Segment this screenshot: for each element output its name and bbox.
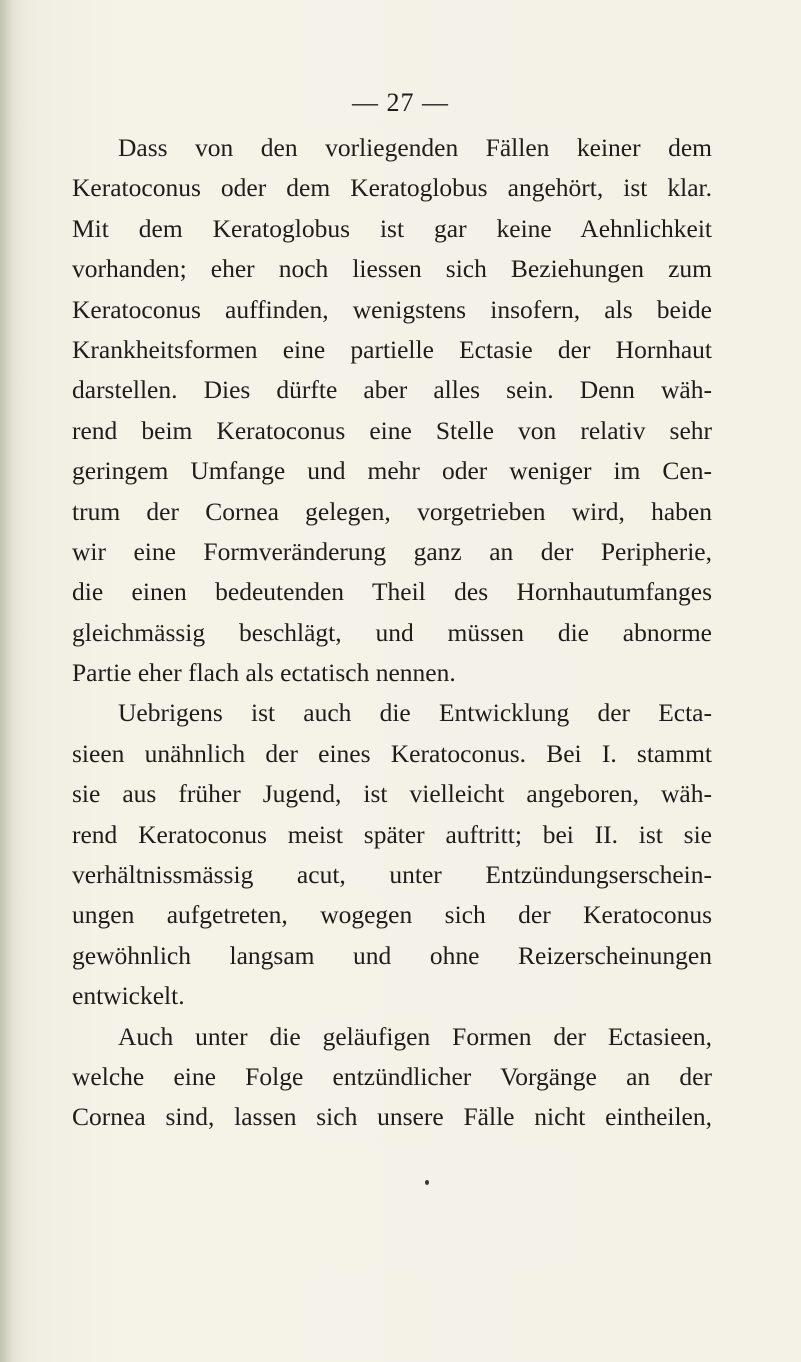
text-line: Keratoconus oder dem Keratoglobus angehört, ist klar.	[72, 173, 712, 203]
body-text	[72, 128, 712, 1138]
text-line: Cornea sind, lassen sich unsere Fälle nicht eintheilen,	[72, 1102, 712, 1132]
text-line: wir eine Formveränderung ganz an der Peripherie,	[72, 536, 712, 566]
text-line: darstellen. Dies dürfte aber alles sein. Denn wäh-	[72, 375, 712, 405]
print-speck	[425, 1180, 429, 1185]
text-line: geringem Umfange und mehr oder weniger im Cen-	[72, 456, 712, 486]
text-line: rend beim Keratoconus eine Stelle von relativ sehr	[72, 415, 712, 445]
text-line: rend Keratoconus meist später auftritt; bei II. ist sie	[72, 819, 712, 849]
text-line: Mit dem Keratoglobus ist gar keine Aehnlichkeit	[72, 213, 712, 243]
spine-shadow	[0, 0, 22, 1362]
text-line: welche eine Folge entzündlicher Vorgänge an der	[72, 1061, 712, 1091]
text-line: Partie eher flach als ectatisch nennen.	[72, 658, 456, 688]
text-line: trum der Cornea gelegen, vorgetrieben wird, haben	[72, 496, 712, 526]
text-line: sieen unähnlich der eines Keratoconus. Bei I. stammt	[72, 738, 712, 768]
text-line: gleichmässig beschlägt, und müssen die abnorme	[72, 617, 712, 647]
text-line: verhältnissmässig acut, unter Entzündungserschein-	[72, 860, 712, 890]
page-number: — 27 —	[352, 88, 449, 117]
text-line: sie aus früher Jugend, ist vielleicht angeboren, wäh-	[72, 779, 712, 809]
text-line: gewöhnlich langsam und ohne Reizerscheinungen	[72, 940, 712, 970]
text-line: Krankheitsformen eine partielle Ectasie der Hornhaut	[72, 334, 712, 364]
text-line: Uebrigens ist auch die Entwicklung der Ecta-	[118, 698, 712, 728]
text-line: vorhanden; eher noch liessen sich Beziehungen zum	[72, 254, 712, 284]
text-line: entwickelt.	[72, 981, 185, 1011]
text-line: die einen bedeutenden Theil des Hornhautumfanges	[72, 577, 712, 607]
text-line: Dass von den vorliegenden Fällen keiner dem	[118, 133, 712, 162]
text-line: Keratoconus auffinden, wenigstens insofern, als beide	[72, 294, 712, 324]
text-line: ungen aufgetreten, wogegen sich der Keratoconus	[72, 900, 712, 930]
text-line: Auch unter die geläufigen Formen der Ectasieen,	[118, 1021, 712, 1051]
